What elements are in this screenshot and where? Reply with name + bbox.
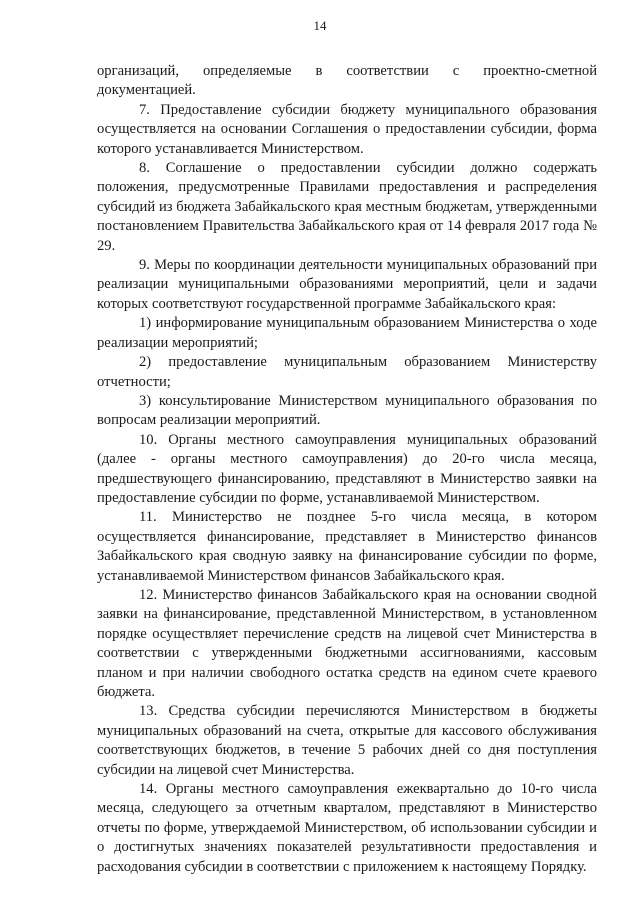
paragraph-10: 10. Органы местного самоуправления муниципальных образований (далее - органы местного самоуправления) до 20-го числа месяца, предшествующего финансированию, представляют в Министерство заявки на предоставление субсидии по форме, устанавливаемой Министерством.: [97, 431, 597, 506]
list-item-3: 3) консультирование Министерством муниципального образования по вопросам реализации мероприятий.: [97, 392, 597, 429]
paragraph-13: 13. Средства субсидии перечисляются Министерством в бюджеты муниципальных образований на счета, открытые для кассового обслуживания соответствующих бюджетов, в течение 5 рабочих дней со дня поступления субсидии на лицевой счет Министерства.: [97, 703, 597, 778]
paragraph-11: 11. Министерство не позднее 5-го числа месяца, в котором осуществляется финансирование, представляет в Министерство финансов Забайкальского края сводную заявку на финансирование субсидии по форме, устанавливаемой Министерством финансов Забайкальского края.: [97, 509, 597, 584]
paragraph-9: 9. Меры по координации деятельности муниципальных образований при реализации муниципальными образованиями мероприятий, цели и задачи которых соответствуют государственной программе Забайкальского края:: [97, 257, 597, 312]
paragraph-14: 14. Органы местного самоуправления ежеквартально до 10-го числа месяца, следующего за отчетным кварталом, представляют в Министерство отчеты по форме, утверждаемой Министерством, об использовании субсидии и о достигнутых значениях показателей результативности предоставления и расходования субсидии в соответствии с приложением к настоящему Порядку.: [97, 781, 597, 875]
paragraph-continuation: организаций, определяемые в соответствии с проектно-сметной документацией.: [97, 63, 597, 99]
document-body: [97, 62, 597, 877]
list-item-1: 1) информирование муниципальным образованием Министерства о ходе реализации мероприятий;: [97, 315, 597, 351]
page-number: 14: [313, 18, 327, 33]
list-item-2: 2) предоставление муниципальным образованием Министерству отчетности;: [97, 354, 597, 390]
paragraph-8: 8. Соглашение о предоставлении субсидии должно содержать положения, предусмотренные Правилами предоставления и распределения субсидий из бюджета Забайкальского края местным бюджетам, утвержденными постановлением Правительства Забайкальского края от 14 февраля 2017 года № 29.: [97, 160, 597, 254]
paragraph-12: 12. Министерство финансов Забайкальского края на основании сводной заявки на финансирование, представленной Министерством, в установленном порядке осуществляет перечисление средств на лицевой счет Министерства в соответствии с утвержденными бюджетными ассигнованиями, кассовым планом и при наличии свободного остатка средств на едином счете краевого бюджета.: [97, 586, 597, 700]
paragraph-7: 7. Предоставление субсидии бюджету муниципального образования осуществляется на основании Соглашения о предоставлении субсидии, форма которого устанавливается Министерством.: [97, 101, 597, 157]
